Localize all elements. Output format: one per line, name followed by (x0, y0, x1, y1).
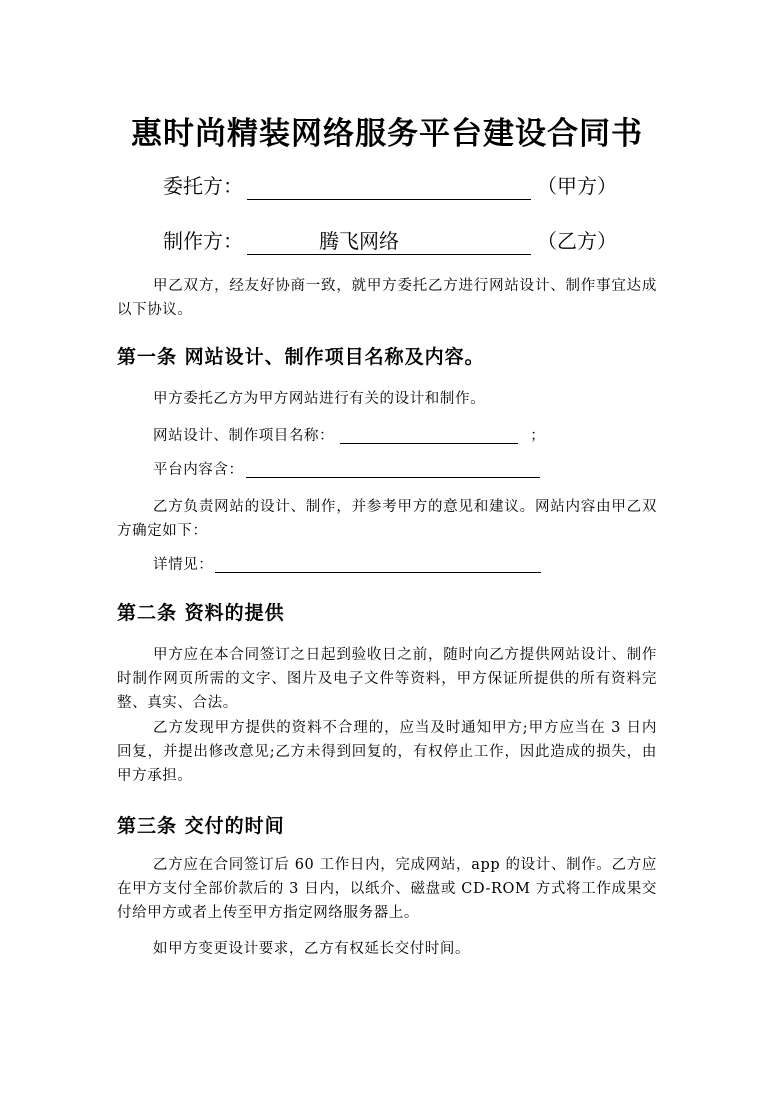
maker-value: 腾飞网络 (319, 229, 399, 253)
maker-suffix: （乙方） (537, 229, 617, 253)
client-party-line (163, 172, 617, 200)
maker-blank (247, 228, 531, 255)
platform-content-blank (246, 460, 540, 478)
details-field (153, 554, 541, 576)
project-name-blank (340, 426, 518, 444)
platform-content-label: 平台内容含： (153, 462, 244, 478)
client-blank (247, 173, 531, 200)
article1-paragraph-1: 甲方委托乙方为甲方网站进行有关的设计和制作。 (153, 391, 486, 407)
article2-heading: 第二条 资料的提供 (117, 602, 285, 624)
client-suffix: （甲方） (537, 174, 617, 198)
article1-paragraph-2: 乙方负责网站的设计、制作，并参考甲方的意见和建议。网站内容由甲乙双方确定如下： (117, 499, 657, 539)
project-name-end: ； (530, 428, 546, 444)
project-name-label: 网站设计、制作项目名称： (153, 428, 335, 444)
article2-paragraph-1: 甲方应在本合同签订之日起到验收日之前，随时向乙方提供网站设计、制作时制作网页所需的文字、图片及电子文件等资料，甲方保证所提供的所有资料完整、真实、合法。 (117, 647, 657, 711)
details-label: 详情见： (153, 557, 214, 573)
article2-paragraph-2: 乙方发现甲方提供的资料不合理的，应当及时通知甲方;甲方应当在 3 日内回复，并提出修改意见;乙方未得到回复的，有权停止工作，因此造成的损失，由甲方承担。 (117, 720, 657, 784)
article3-heading: 第三条 交付的时间 (117, 815, 285, 837)
platform-content-field (153, 459, 540, 481)
maker-party-line (163, 227, 617, 255)
maker-label: 制作方： (163, 229, 243, 253)
project-name-field (153, 425, 545, 447)
intro-paragraph: 甲乙双方，经友好协商一致，就甲方委托乙方进行网站设计、制作事宜达成以下协议。 (117, 278, 657, 318)
client-label: 委托方： (163, 174, 243, 198)
article1-heading: 第一条 网站设计、制作项目名称及内容。 (117, 346, 485, 368)
article3-paragraph-1: 乙方应在合同签订后 60 工作日内，完成网站，app 的设计、制作。乙方应在甲方支付全部价款后的 3 日内，以纸介、磁盘或 CD-ROM 方式将工作成果交付给甲方或者上传至甲方指定网络服务器上。 (117, 857, 657, 921)
document-title: 惠时尚精装网络服务平台建设合同书 (131, 116, 643, 152)
article3-paragraph-2: 如甲方变更设计要求，乙方有权延长交付时间。 (153, 941, 471, 957)
details-blank (215, 555, 541, 573)
